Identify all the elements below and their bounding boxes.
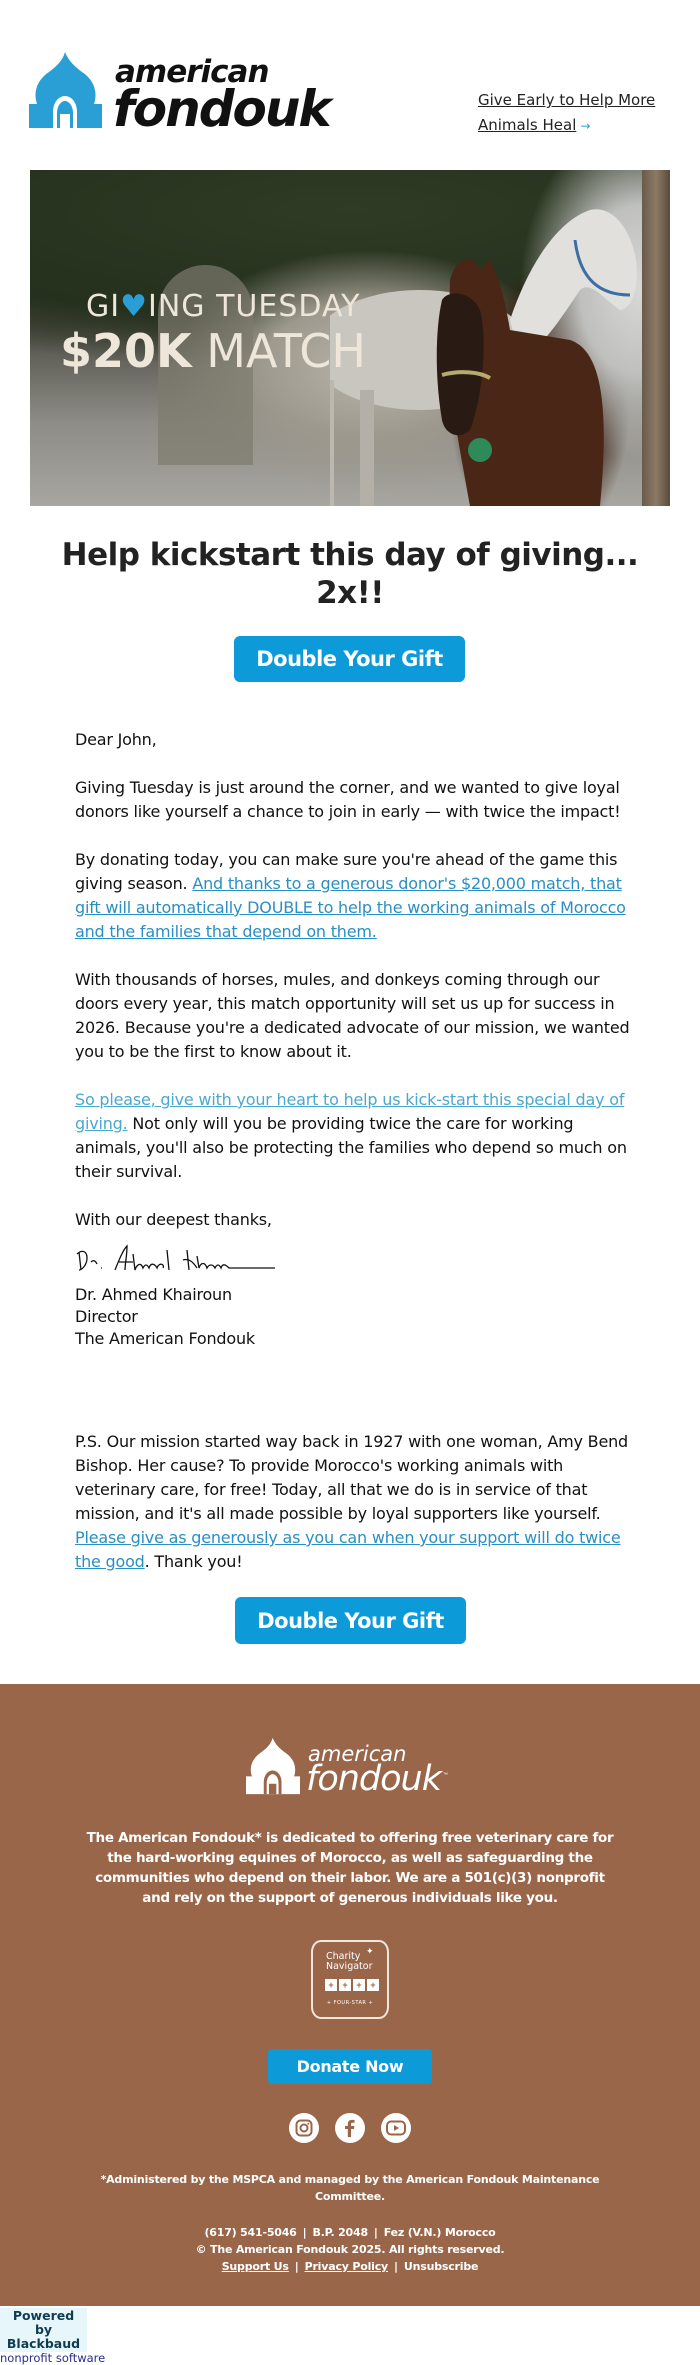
four-star-label: + FOUR-STAR + <box>326 2000 374 2006</box>
powered-by-blackbaud[interactable] <box>0 2308 120 2365</box>
email-footer <box>0 1684 700 2306</box>
give-early-link[interactable] <box>478 88 678 139</box>
give-early-link-line2: Animals Heal <box>478 116 577 134</box>
separator: | <box>302 2226 307 2239</box>
powered-by-subtitle: nonprofit software <box>0 2351 106 2365</box>
headline-line1: Help kickstart this day of giving... <box>61 537 639 573</box>
signer-org: The American Fondouk <box>75 1329 255 1348</box>
rating-text: FOUR-STAR <box>333 2000 367 2006</box>
double-your-gift-button-top[interactable]: Double Your Gift <box>234 636 465 682</box>
logo-text-fondouk: fondouk <box>113 80 330 138</box>
heart-icon: ♥ <box>120 289 149 324</box>
signer-name: Dr. Ahmed Khairoun <box>75 1285 232 1304</box>
sparkle-icon: ✦ <box>366 1946 374 1956</box>
letter-closing: With our deepest thanks, <box>75 1210 272 1229</box>
letter-paragraph-2 <box>75 848 635 944</box>
horses-illustration <box>330 200 650 506</box>
footer-description: The American Fondouk* is dedicated to offering free veterinary care for the hard-working equines of Morocco, as well as safeguarding the communities who depend on their labor. We are a 501(c)(3) nonprofit and rely on the support of generous individuals like you. <box>86 1830 614 1906</box>
privacy-policy-link[interactable]: Privacy Policy <box>304 2260 389 2273</box>
postscript <box>75 1430 635 1574</box>
youtube-link[interactable] <box>381 2113 411 2143</box>
donate-now-button[interactable]: Donate Now <box>268 2049 432 2084</box>
star-icon: + <box>339 1979 351 1991</box>
trademark-symbol: ™ <box>443 1772 448 1778</box>
charity-navigator-line2: Navigator <box>326 1961 373 1972</box>
star-rating <box>325 1979 379 1991</box>
powered-by-badge <box>0 2308 87 2352</box>
logo-text-american: american <box>115 54 269 90</box>
powered-by-line2: Blackbaud <box>6 2336 81 2351</box>
administration-note: *Administered by the MSPCA and managed by the American Fondouk Maintenance Committee. <box>100 2173 600 2203</box>
hero-banner-image[interactable] <box>30 170 670 506</box>
give-with-heart-link[interactable]: So please, give with your heart to help us kick-start this special day of giving. <box>75 1090 625 1133</box>
signature-icon <box>75 1240 295 1282</box>
separator: | <box>373 2226 378 2239</box>
po-box: B.P. 2048 <box>312 2226 368 2239</box>
match-donation-link[interactable]: And thanks to a generous donor's $20,000 match, that gift will automatically DOUBLE to help the working animals of Morocco and the families that depend on them. <box>75 874 626 941</box>
fondouk-dome-logo-icon <box>246 1736 300 1796</box>
support-us-link[interactable]: Support Us <box>221 2260 289 2273</box>
footer-logo-text-fondouk: fondouk <box>306 1759 441 1799</box>
separator: | <box>394 2260 398 2273</box>
star-icon: + <box>325 1979 337 1991</box>
hero-match-title <box>60 324 366 378</box>
letter-paragraph-3: With thousands of horses, mules, and donkeys coming through our doors every year, this match opportunity will set us up for success in 2026. Because you're a dedicated advocate of our mission, we wanted you to be the first to know about it. <box>75 970 630 1061</box>
facebook-link[interactable] <box>335 2113 365 2143</box>
footer-links <box>100 2258 600 2275</box>
double-your-gift-button-bottom[interactable]: Double Your Gift <box>235 1597 466 1644</box>
facebook-icon <box>341 2119 359 2137</box>
phone-number: (617) 541-5046 <box>204 2226 297 2239</box>
signer-block <box>75 1284 635 1350</box>
hero-match-amount: $20K <box>60 324 192 378</box>
signer-title: Director <box>75 1307 138 1326</box>
page-headline <box>40 536 660 612</box>
charity-navigator-line1: Charity <box>326 1951 361 1962</box>
footer-contact <box>100 2224 600 2275</box>
hero-title-suffix: ING TUESDAY <box>148 289 361 324</box>
instagram-link[interactable] <box>289 2113 319 2143</box>
powered-by-line1: Powered by <box>12 2308 75 2337</box>
contact-line <box>100 2224 600 2241</box>
star-icon: + <box>367 1979 379 1991</box>
social-links <box>289 2113 411 2143</box>
fondouk-dome-logo-icon <box>29 52 102 128</box>
youtube-icon <box>386 2120 406 2136</box>
unsubscribe-link[interactable]: Unsubscribe <box>403 2260 479 2273</box>
copyright: © The American Fondouk 2025. All rights reserved. <box>195 2243 505 2256</box>
arrow-right-icon: → <box>580 119 591 133</box>
separator: | <box>294 2260 299 2273</box>
give-early-link-line1: Give Early to Help More <box>478 91 656 109</box>
footer-logo-text-american: american <box>308 1742 407 1766</box>
letter-paragraph-4 <box>75 1088 635 1184</box>
hero-tree-trunk <box>642 170 670 506</box>
letter-paragraph-2-text: By donating today, you can make sure you're ahead of the game this giving season. <box>75 850 618 893</box>
email-header <box>0 0 700 165</box>
letter-paragraph-4-text: Not only will you be providing twice the care for working animals, you'll also be protecting the families who depend so much on their survival. <box>75 1114 627 1181</box>
star-icon: + <box>353 1979 365 1991</box>
headline-line2: 2x!! <box>316 575 384 611</box>
location: Fez (V.N.) Morocco <box>383 2226 496 2239</box>
letter-paragraph-1: Giving Tuesday is just around the corner, and we wanted to give loyal donors like yourself a chance to join in early — with twice the impact! <box>75 778 621 821</box>
give-generously-link[interactable]: Please give as generously as you can when your support will do twice the good <box>75 1528 621 1571</box>
footer-logo[interactable] <box>246 1736 456 1806</box>
hero-match-label: MATCH <box>191 324 366 378</box>
hero-title-prefix: GI <box>86 289 121 324</box>
charity-navigator-badge[interactable] <box>311 1940 389 2019</box>
postscript-tail: . Thank you! <box>144 1552 243 1571</box>
letter-greeting: Dear John, <box>75 730 157 749</box>
postscript-text: P.S. Our mission started way back in 1927 with one woman, Amy Bend Bishop. Her cause? To provide Morocco's working animals with veterinary care, for free! Today, all that we do is in service of that mission, and it's all made possible by loyal supporters like yourself. <box>75 1432 628 1523</box>
instagram-icon <box>295 2119 313 2137</box>
american-fondouk-logo[interactable] <box>29 52 330 142</box>
signature-image <box>75 1240 635 1282</box>
letter-body <box>75 728 635 1350</box>
hero-giving-tuesday-title <box>86 289 361 324</box>
